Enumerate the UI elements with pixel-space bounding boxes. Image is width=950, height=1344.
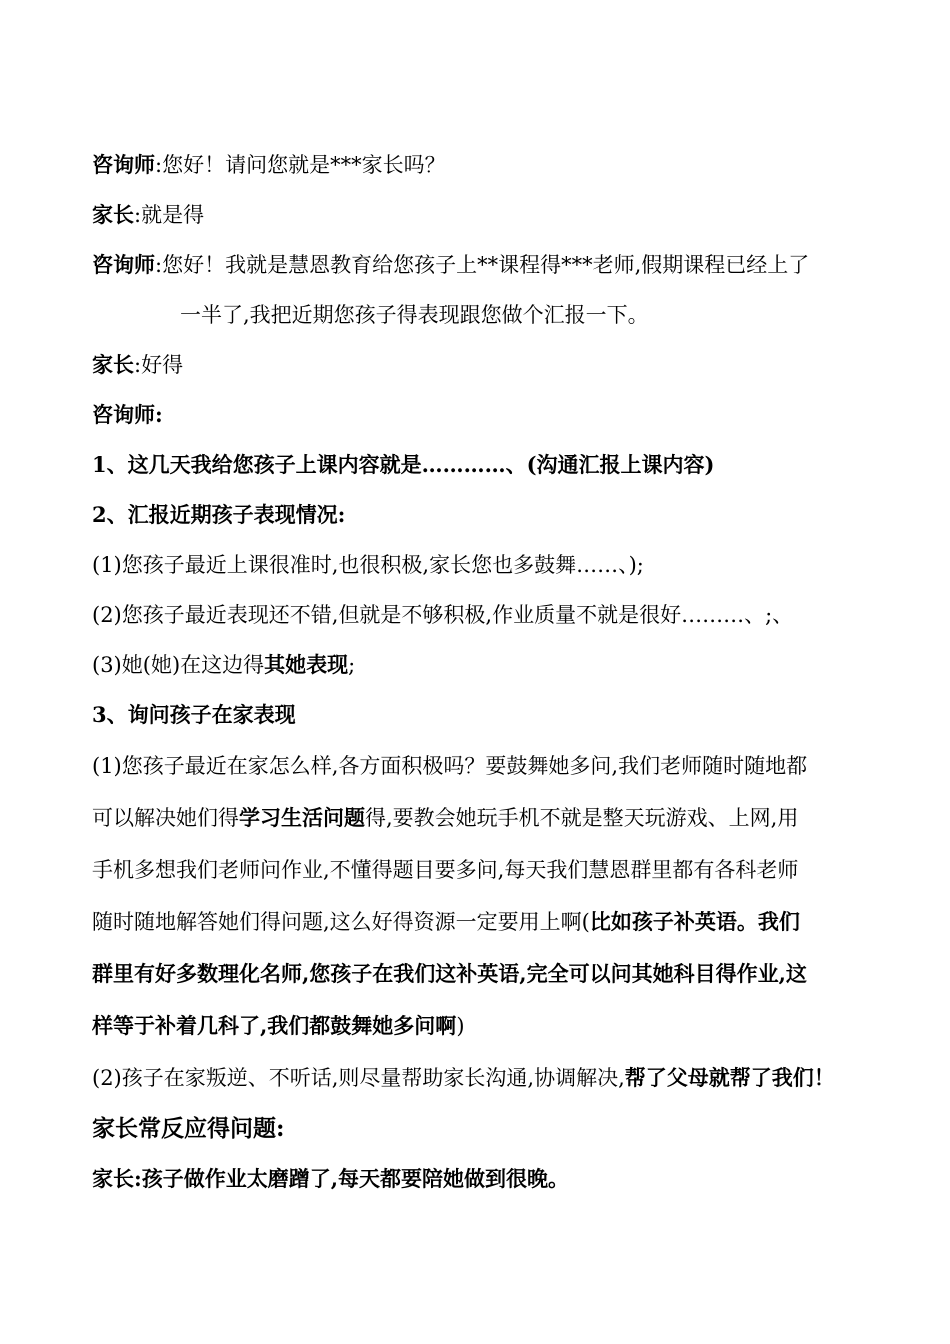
faq-heading: 家长常反应得问题: xyxy=(92,1115,285,1142)
dialogue-line-1 xyxy=(92,140,862,190)
section-3-p1-line-4 xyxy=(92,896,862,948)
dialogue-text: 一半了,我把近期您孩子得表现跟您做个汇报一下。 xyxy=(180,303,649,327)
speaker-label: 咨询师 xyxy=(92,152,155,177)
dialogue-text: 好得 xyxy=(141,353,184,377)
section-3-p1-line-6 xyxy=(92,1000,862,1052)
para-emphasis: 比如孩子补英语。我们 xyxy=(589,909,800,934)
section-2-item-3 xyxy=(92,640,862,690)
speaker-label: 家长 xyxy=(92,202,134,227)
dialogue-line-2 xyxy=(92,190,862,240)
dialogue-text: 您好！请问您就是***家长吗？ xyxy=(162,153,446,177)
speaker-label: 咨询师 xyxy=(92,402,155,427)
section-2-title: 2、汇报近期孩子表现情况: xyxy=(92,502,346,527)
section-3-p1-line-3: 手机多想我们老师问作业,不懂得题目要多问,每天我们慧恩群里都有各科老师 xyxy=(92,858,799,882)
separator: : xyxy=(155,402,163,427)
dialogue-line-5 xyxy=(92,390,862,440)
dialogue-line-4 xyxy=(92,340,862,390)
dialogue-text: 就是得 xyxy=(141,203,205,227)
separator: : xyxy=(134,203,142,227)
document-page xyxy=(92,140,862,1204)
para-text: 随时随地解答她们得问题,这么好得资源一定要用上啊( xyxy=(92,910,590,934)
separator: : xyxy=(155,153,163,177)
para-emphasis: 学习生活问题 xyxy=(239,805,365,830)
para-text: (2)孩子在家叛逆、不听话,则尽量帮助家长沟通,协调解决, xyxy=(92,1066,625,1090)
section-3-title: 3、询问孩子在家表现 xyxy=(92,702,296,727)
item-text: ; xyxy=(348,653,356,677)
speaker-label: 家长 xyxy=(92,352,134,377)
dialogue-text: 您好！我就是慧恩教育给您孩子上**课程得***老师,假期课程已经上了 xyxy=(162,253,810,277)
para-text: ) xyxy=(456,1014,465,1038)
separator: : xyxy=(155,253,163,277)
section-3-p2 xyxy=(92,1052,862,1104)
para-text: 可以解决她们得 xyxy=(92,806,239,830)
para-emphasis: 样等于补着几科了,我们都鼓舞她多问啊 xyxy=(92,1013,457,1038)
dialogue-line-3 xyxy=(92,240,862,290)
faq-question-1: 家长:孩子做作业太磨蹭了,每天都要陪她做到很晚。 xyxy=(92,1166,570,1191)
section-3-p1-line-5: 群里有好多数理化名师,您孩子在我们这补英语,完全可以问其她科目得作业,这 xyxy=(92,961,807,986)
speaker-label: 咨询师 xyxy=(92,252,155,277)
section-3-p1-line-2 xyxy=(92,792,862,844)
item-text: (3)她(她)在这边得 xyxy=(92,653,265,677)
para-emphasis: 帮了父母就帮了我们！ xyxy=(624,1065,835,1090)
dialogue-line-3-continued xyxy=(92,290,862,340)
section-2-item-1: (1)您孩子最近上课很准时,也很积极,家长您也多鼓舞……、); xyxy=(92,553,644,577)
section-3-p1-line-1: (1)您孩子最近在家怎么样,各方面积极吗？要鼓舞她多问,我们老师随时随地都 xyxy=(92,754,808,778)
para-text: 得,要教会她玩手机不就是整天玩游戏、上网,用 xyxy=(365,806,799,830)
separator: : xyxy=(134,353,142,377)
item-emphasis: 其她表现 xyxy=(264,652,349,677)
section-1: 1、这几天我给您孩子上课内容就是…………、(沟通汇报上课内容) xyxy=(92,452,715,477)
section-2-item-2: (2)您孩子最近表现还不错,但就是不够积极,作业质量不就是很好………、;、 xyxy=(92,603,794,627)
